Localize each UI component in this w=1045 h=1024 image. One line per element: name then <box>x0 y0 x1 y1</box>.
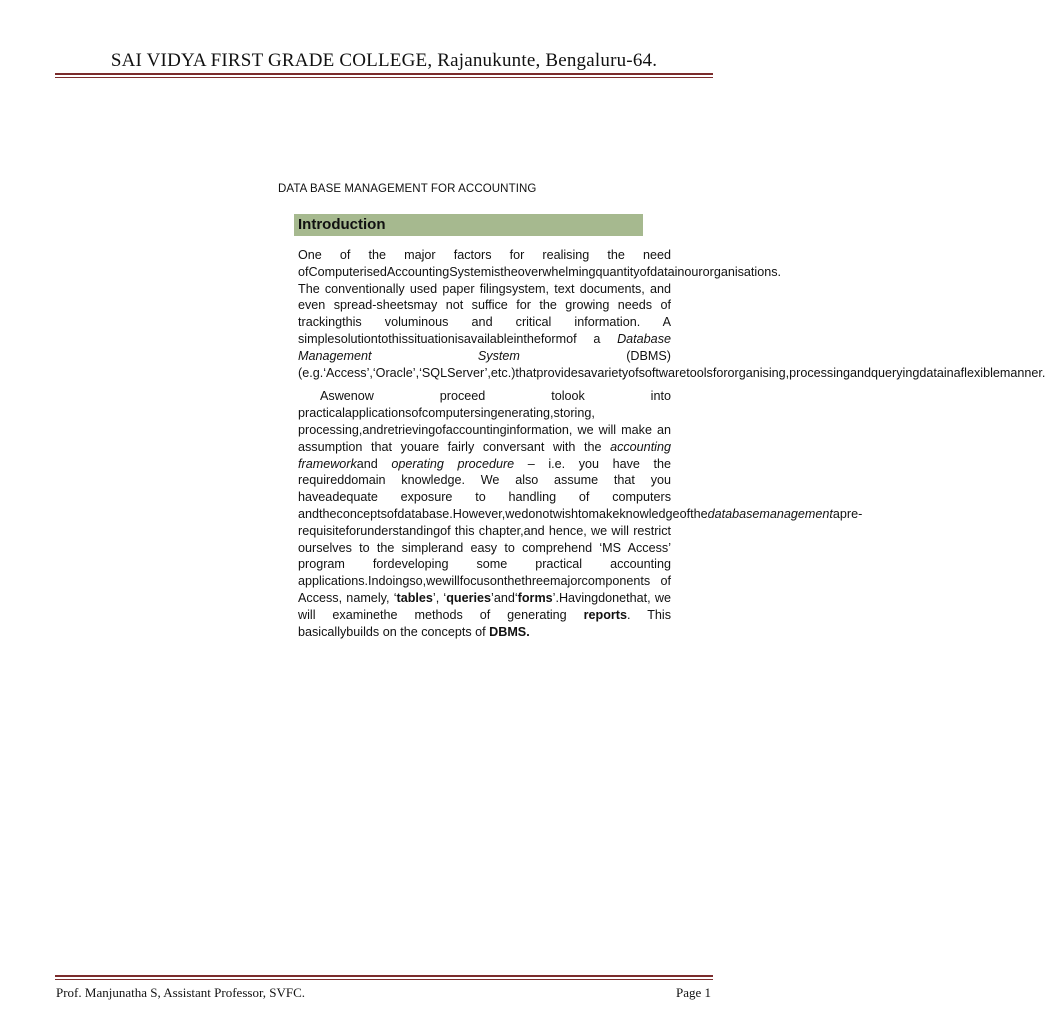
paragraph-2 <box>298 388 863 640</box>
page-number: Page 1 <box>675 985 711 1000</box>
text-run: and <box>356 456 392 471</box>
header-rule <box>55 73 713 75</box>
text-run: . This basicallybuilds on the concepts of <box>298 607 671 639</box>
text-run: One of the major factors for realising the need ofComputerisedAccountingSystemistheoverwhelmingquantityofdatainourorganisations. The conventionally used paper filingsystem, text documents, and even spread-sheetsmay not suffice for the growing needs of trackingthis voluminous and critical information. A simplesolutiontothissituationisavailableintheformof a <box>298 248 782 346</box>
text-run: queries <box>446 590 492 605</box>
text-run: reports <box>583 607 627 622</box>
header-rule-thin <box>55 77 713 78</box>
text-run: tables <box>396 590 433 605</box>
footer-author: Prof. Manjunatha S, Assistant Professor, SVFC. <box>56 985 306 1000</box>
text-run: ’.Havingdonethat, we will examinethe methods of generating <box>298 590 671 622</box>
footer-rule <box>55 975 713 977</box>
text-run: – i.e. you have the requireddomain knowledge. We also assume that you haveadequate exposure to handling of computers andtheconceptsofdatabase.However,wedonotwishtomakeknowledgeofthe <box>298 456 708 521</box>
text-run: DBMS. <box>489 624 530 639</box>
paragraph-1 <box>298 247 1045 381</box>
text-run: Aswenow proceed tolook into practicalapplicationsofcomputersingenerating,storing, processing,andretrievingofaccountinginformation, we will make an assumption that youare fairly conversant with the <box>298 389 671 454</box>
document-title: DATA BASE MANAGEMENT FOR ACCOUNTING <box>278 183 537 195</box>
text-run: operating procedure <box>391 456 515 471</box>
text-run: databasemanagement <box>707 506 833 521</box>
body-text <box>298 247 1045 640</box>
text-run: (DBMS) (e.g.‘Access’,‘Oracle’,‘SQLServer’,etc.)thatprovidesavarietyofsoftwaretoolsfororganising,processingandqueryingdatainaflexiblemanner. <box>298 348 1045 380</box>
page-header: SAI VIDYA FIRST GRADE COLLEGE, Rajanukunte, Bengaluru-64. <box>110 50 658 71</box>
text-run: ’, ‘ <box>432 590 447 605</box>
section-title: Introduction <box>298 216 386 233</box>
text-run: forms <box>517 590 553 605</box>
text-run: accounting framework <box>298 439 671 471</box>
text-run: Database Management System <box>298 331 671 363</box>
footer-rule-thin <box>55 979 713 980</box>
text-run: ’and‘ <box>491 590 518 605</box>
text-run: apre-requisiteforunderstandingof this chapter,and hence, we will restrict ourselves to the simplerand easy to comprehend ‘MS Access’ program fordeveloping some practical accounting applications.Indoingso,wewillfocusonthethreemajorcomponents of Access, namely, ‘ <box>298 506 863 605</box>
